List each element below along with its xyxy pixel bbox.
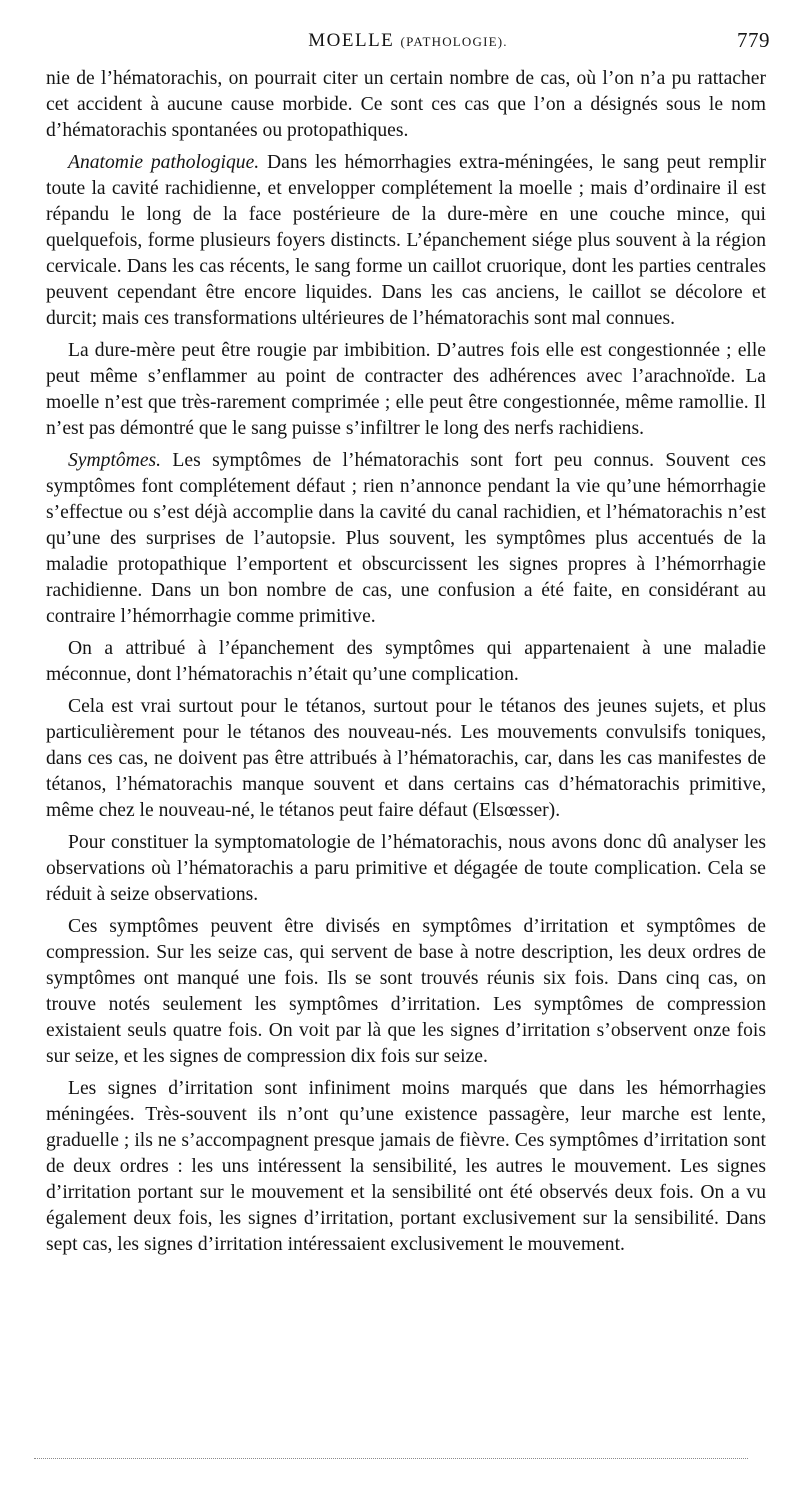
section-heading-anatomie: Anatomie pathologique. (68, 152, 260, 173)
paragraph-2 (46, 150, 766, 332)
paragraph-text: Les signes d’irritation sont infiniment moins marqués que dans les hémorrhagies méningées. Très-souvent ils n’ont qu’une existence passagère, leur marche est lente, graduelle ; ils ne s’accompagnent presque jamais de fièvre. Ces symptômes d’irritation sont de deux ordres : les uns intéressent la sensibilité, les autres le mouvement. Les signes d’irritation portant sur le mouvement et la sensibilité ont été observés deux fois. On a vu également deux fois, les signes d’irritation, portant exclusivement sur la sensibilité. Dans sept cas, les signes d’irritation intéressaient exclusivement le mouvement. (46, 1078, 766, 1255)
paragraph-text: Ces symptômes peuvent être divisés en symptômes d’irritation et symptômes de compression. Sur les seize cas, qui servent de base à notre description, les deux ordres de symptômes ont manqué une fois. Ils se sont trouvés réunis six fois. Dans cinq cas, on trouve notés seulement les symptômes d’irritation. Les symptômes de compression existaient seuls quatre fois. On voit par là que les signes d’irritation s’observent onze fois sur seize, et les signes de compression dix fois sur seize. (46, 916, 766, 1067)
paragraph-4 (46, 448, 766, 630)
section-heading-symptomes: Symptômes. (68, 450, 162, 471)
page-number: 779 (737, 28, 770, 52)
body-text (46, 66, 766, 1264)
paragraph-3 (46, 338, 766, 442)
paragraph-text: Dans les hémorrhagies extra-méningées, le sang peut remplir toute la cavité rachidienne, et envelopper complétement la moelle ; mais d’ordinaire il est répandu le long de la face postérieure de la dure-mère en une couche mince, qui quelquefois, forme plusieurs foyers distincts. L’épanchement siége plus souvent à la région cervicale. Dans les cas récents, le sang forme un caillot cruorique, dont les parties centrales peuvent cependant être encore liquides. Dans les cas anciens, le caillot se décolore et durcit; mais ces transformations ultérieures de l’hématorachis sont mal connues. (46, 152, 766, 329)
paragraph-text: La dure-mère peut être rougie par imbibition. D’autres fois elle est congestionnée ; elle peut même s’enflammer au point de contracter des adhérences avec l’arachnoïde. La moelle n’est que très-rarement comprimée ; elle peut être congestionnée, même ramollie. Il n’est pas démontré que le sang puisse s’infiltrer le long des nerfs rachidiens. (46, 340, 766, 439)
running-title-main: MOELLE (308, 30, 395, 51)
paragraph-text: Pour constituer la symptomatologie de l’hématorachis, nous avons donc dû analyser les observations où l’hématorachis a paru primitive et dégagée de toute complication. Cela se réduit à seize observations. (46, 832, 766, 905)
paragraph-9 (46, 1076, 766, 1258)
paragraph-6 (46, 694, 766, 824)
paragraph-text: Cela est vrai surtout pour le tétanos, surtout pour le tétanos des jeunes sujets, et plus particulièrement pour le tétanos des nouveau-nés. Les mouvements convulsifs toniques, dans ces cas, ne doivent pas être attribués à l’hématorachis, car, dans les cas manifestes de tétanos, l’hématorachis manque souvent et dans certains cas d’hématorachis primitive, même chez le nouveau-né, le tétanos peut faire défaut (Elsœsser). (46, 696, 766, 821)
page-header (46, 30, 770, 60)
paragraph-7 (46, 830, 766, 908)
paragraph-5 (46, 636, 766, 688)
paragraph-text: On a attribué à l’épanchement des symptômes qui appartenaient à une maladie méconnue, dont l’hématorachis n’était qu’une complication. (46, 638, 766, 685)
running-title (46, 30, 770, 52)
running-title-sub: (PATHOLOGIE). (400, 34, 508, 49)
paragraph-text: nie de l’hématorachis, on pourrait citer un certain nombre de cas, où l’on n’a pu rattacher cet accident à aucune cause morbide. Ce sont ces cas que l’on a désignés sous le nom d’hématorachis spontanées ou protopathiques. (46, 68, 766, 141)
footer-dotted-rule (34, 1458, 748, 1459)
paragraph-text: Les symptômes de l’hématorachis sont fort peu connus. Souvent ces symptômes font complétement défaut ; rien n’annonce pendant la vie qu’une hémorrhagie s’effectue ou s’est déjà accomplie dans la cavité du canal rachidien, et l’hématorachis n’est qu’une des surprises de l’autopsie. Plus souvent, les symptômes plus accentués de la maladie protopathique l’emportent et obscurcissent les signes propres à l’hémorrhagie rachidienne. Dans un bon nombre de cas, une confusion a été faite, en considérant au contraire l’hémorrhagie comme primitive. (46, 450, 766, 627)
paragraph-8 (46, 914, 766, 1070)
paragraph-1 (46, 66, 766, 144)
